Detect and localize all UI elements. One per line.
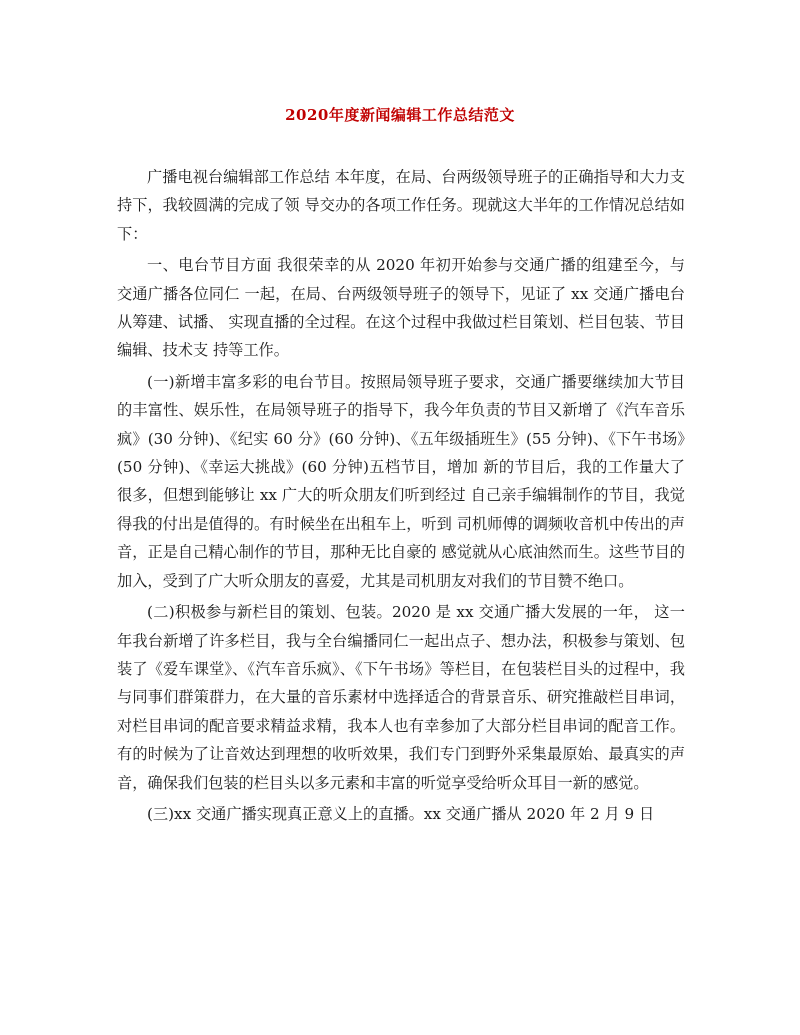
document-body [117,163,685,831]
paragraph-intro: 广播电视台编辑部工作总结 本年度，在局、台两级领导班子的正确指导和大力支持下，我较圆满的完成了领 导交办的各项工作任务。现就这大半年的工作情况总结如下： [117,168,685,243]
paragraph-subsection-3: (三)xx 交通广播实现真正意义上的直播。xx 交通广播从 2020 年 2 月 9 日 [147,804,655,823]
paragraph-section-1: 一、电台节目方面 我很荣幸的从 2020 年初开始参与交通广播的组建至今，与交通广播各位同仁 一起，在局、台两级领导班子的领导下，见证了 xx 交通广播电台从筹建、试播、 实现直播的全过程。在这个过程中我做过栏目策划、栏目包装、节目编辑、技术支 持等工作。 [117,256,685,360]
paragraph-subsection-2: (二)积极参与新栏目的策划、包装。2020 是 xx 交通广播大发展的一年， 这一年我台新增了许多栏目，我与全台编播同仁一起出点子、想办法，积极参与策划、包装了《爱车课堂》、《汽车音乐疯》、《下午书场》等栏目，在包装栏目头的过程中，我与同事们群策群力，在大量的音乐素材中选择适合的背景音乐、研究推敲栏目串词，对栏目串词的配音要求精益求精，我本人也有幸参加了大部分栏目串词的配音工作。有的时候为了让音效达到理想的收听效果，我们专门到野外采集最原始、最真实的声音，确保我们包装的栏目头以多元素和丰富的听觉享受给听众耳目一新的感觉。 [117,603,685,792]
paragraph-subsection-1: (一)新增丰富多彩的电台节目。按照局领导班子要求，交通广播要继续加大节目的丰富性、娱乐性，在局领导班子的指导下，我今年负责的节目又新增了《汽车音乐疯》(30 分钟)、《纪实 60 分》(60 分钟)、《五年级插班生》(55 分钟)、《下午书场》(50 分钟)、《幸运大挑战》(60 分钟)五档节目，增加 新的节目后，我的工作量大了很多，但想到能够让 xx 广大的听众朋友们听到经过 自己亲手编辑制作的节目，我觉得我的付出是值得的。有时候坐在出租车上，听到 司机师傅的调频收音机中传出的声音，正是自己精心制作的节目，那种无比自豪的 感觉就从心底油然而生。这些节目的加入，受到了广大听众朋友的喜爱，尤其是司机朋友对我们的节目赞不绝口。 [117,372,685,590]
document-title: 2020年度新闻编辑工作总结范文 [285,106,515,124]
